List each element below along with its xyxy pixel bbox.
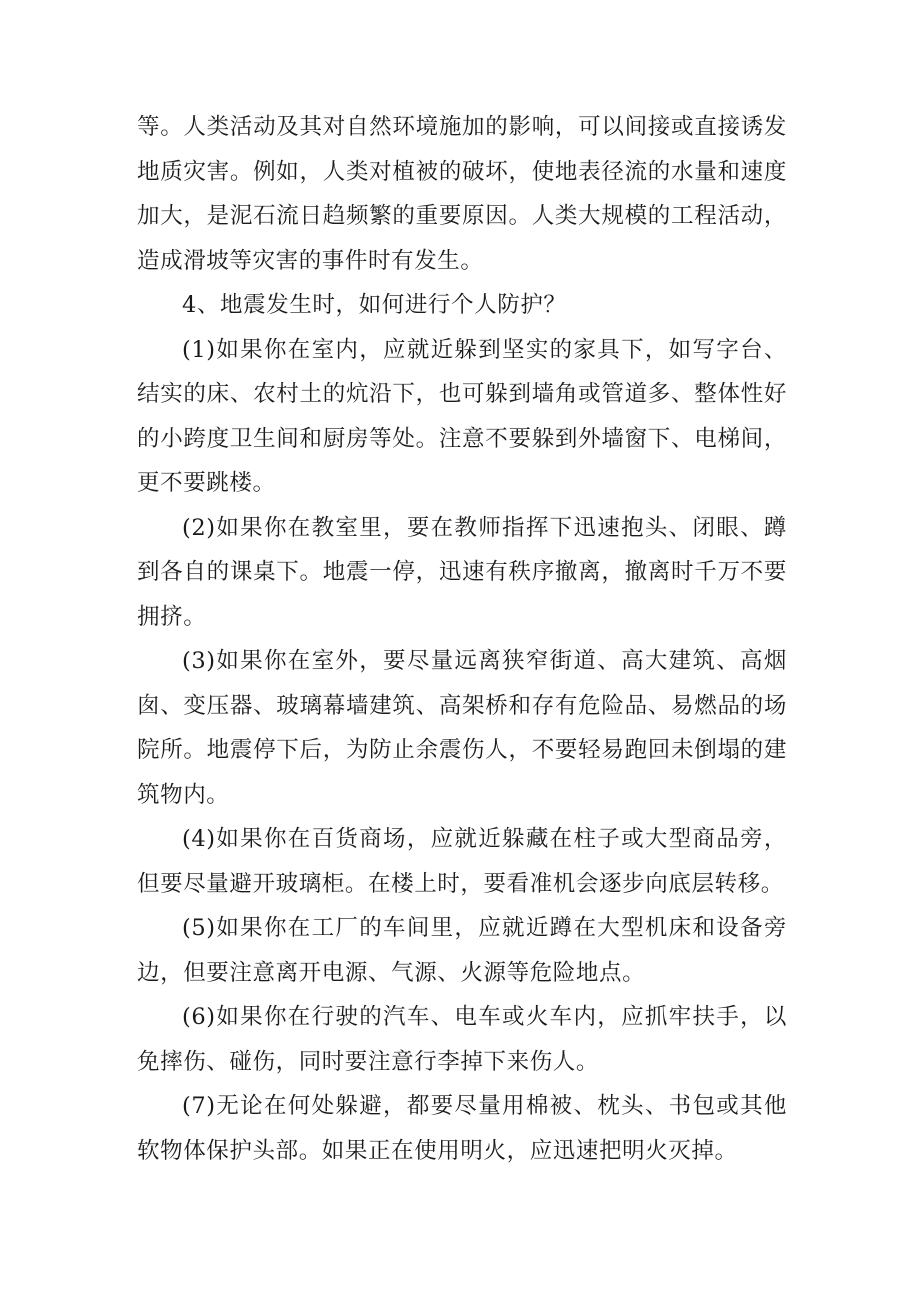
- list-item: (4)如果你在百货商场，应就近躲藏在柱子或大型商品旁，但要尽量避开玻璃柜。在楼上时，要看准机会逐步向底层转移。: [137, 826, 787, 897]
- list-item: (6)如果你在行驶的汽车、电车或火车内，应抓牢扶手，以免摔伤、碰伤，同时要注意行李掉下来伤人。: [137, 1004, 787, 1075]
- list-item: (5)如果你在工厂的车间里，应就近蹲在大型机床和设备旁边，但要注意离开电源、气源、火源等危险地点。: [137, 915, 787, 986]
- list-item: (2)如果你在教室里，要在教师指挥下迅速抱头、闭眼、蹲到各自的课桌下。地震一停，迅速有秩序撤离，撤离时千万不要拥挤。: [137, 514, 787, 630]
- document-body: [137, 105, 787, 1173]
- list-item: (3)如果你在室外，要尽量远离狭窄街道、高大建筑、高烟囱、变压器、玻璃幕墙建筑、高架桥和存有危险品、易燃品的场院所。地震停下后，为防止余震伤人，不要轻易跑回未倒塌的建筑物内。: [137, 648, 787, 808]
- intro-paragraph: 等。人类活动及其对自然环境施加的影响，可以间接或直接诱发地质灾害。例如，人类对植被的破坏，使地表径流的水量和速度加大，是泥石流日趋频繁的重要原因。人类大规模的工程活动，造成滑坡等灾害的事件时有发生。: [137, 114, 787, 274]
- list-item: (1)如果你在室内，应就近躲到坚实的家具下，如写字台、结实的床、农村土的炕沿下，也可躲到墙角或管道多、整体性好的小跨度卫生间和厨房等处。注意不要躲到外墙窗下、电梯间，更不要跳楼。: [137, 336, 787, 496]
- section-heading: 4、地震发生时，如何进行个人防护？: [182, 292, 567, 318]
- list-item: (7)无论在何处躲避，都要尽量用棉被、枕头、书包或其他软物体保护头部。如果正在使用明火，应迅速把明火灭掉。: [137, 1093, 787, 1164]
